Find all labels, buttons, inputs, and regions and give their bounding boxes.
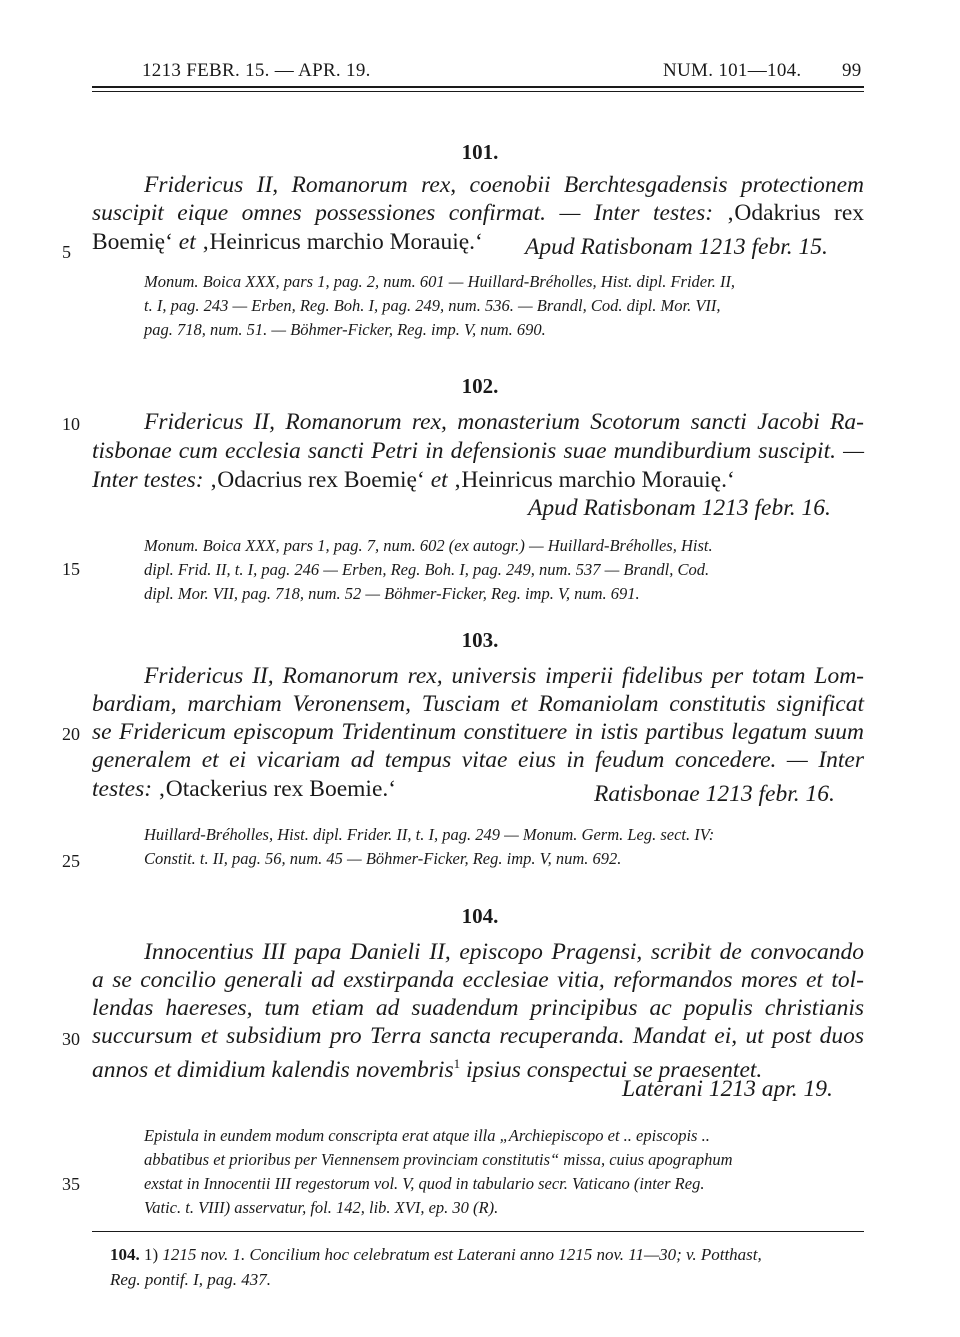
- footnote-text-cont: Reg. pontif. I, pag. 437.: [110, 1270, 272, 1289]
- regest-line: bardiam, marchiam Veronensem, Tusciam et Romaniolam constitutis significat: [92, 691, 864, 717]
- regest-line: Innocentius III papa Danieli II, episcopo Pragensi, scribit de convocando: [144, 939, 864, 965]
- margin-line-number: 30: [62, 1029, 80, 1049]
- running-head-numbers: NUM. 101—104.: [663, 60, 802, 81]
- entry-number: 102.: [461, 374, 499, 398]
- regest-line: generalem et ei vicariam ad tempus vitae eius in feudum concedere. — Inter: [92, 747, 864, 773]
- entry-date: Ratisbonae 1213 febr. 16.: [594, 781, 835, 807]
- regest-line: annos et dimidium kalendis novembris$^1$ ipsius conspectui se praesentet.: [92, 1056, 763, 1083]
- regest-line: Fridericus II, Romanorum rex, monasterium Scotorum sancti Jacobi Ra-: [144, 409, 864, 435]
- footnote-rule: [92, 1231, 864, 1232]
- entry-date: Apud Ratisbonam 1213 febr. 16.: [528, 495, 831, 521]
- regest-line: se Fridericum episcopum Tridentinum constituere in istis partibus legatum suum: [92, 719, 864, 745]
- margin-line-number: 35: [62, 1174, 80, 1194]
- footnote-mark: 1): [144, 1245, 159, 1264]
- running-head-dates: 1213 FEBR. 15. — APR. 19.: [142, 60, 371, 81]
- margin-line-number: 20: [62, 724, 80, 744]
- source-line: dipl. Frid. II, t. I, pag. 246 — Erben, Reg. Boh. I, pag. 249, num. 537 — Brandl, Cod.: [144, 560, 710, 579]
- footnote-entry-ref: 104.: [110, 1245, 140, 1264]
- entry-number: 103.: [461, 628, 499, 652]
- source-line: exstat in Innocentii III regestorum vol. V, quod in tabulario secr. Vaticano (inter Reg.: [144, 1174, 705, 1193]
- regest-line: Fridericus II, Romanorum rex, universis imperii fidelibus per totam Lom-: [144, 663, 864, 689]
- source-line: Monum. Boica XXX, pars 1, pag. 7, num. 602 (ex autogr.) — Huillard-Bréholles, Hist.: [144, 536, 713, 555]
- header-rule-top: [92, 86, 864, 88]
- entry-date: Laterani 1213 apr. 19.: [622, 1076, 833, 1102]
- entry-number: 101.: [461, 140, 499, 164]
- footnote-text: 1215 nov. 1. Concilium hoc celebratum est Laterani anno 1215 nov. 11—30; v. Potthast,: [162, 1245, 762, 1264]
- header-rule-bottom: [92, 91, 864, 92]
- margin-line-number: 25: [62, 851, 80, 871]
- source-line: Constit. t. II, pag. 56, num. 45 — Böhmer-Ficker, Reg. imp. V, num. 692.: [144, 849, 622, 868]
- footnote: [110, 1242, 864, 1267]
- margin-line-number: 5: [62, 242, 71, 262]
- source-line: t. I, pag. 243 — Erben, Reg. Boh. I, pag. 249, num. 536. — Brandl, Cod. dipl. Mor. VII,: [144, 296, 721, 315]
- source-line: Monum. Boica XXX, pars 1, pag. 2, num. 601 — Huillard-Bréholles, Hist. dipl. Frider. II,: [144, 272, 736, 291]
- source-line: Epistula in eundem modum conscripta erat atque illa „Archiepiscopo et .. episcopis ..: [144, 1126, 710, 1145]
- margin-line-number: 10: [62, 414, 80, 434]
- footnote-marker: 1: [453, 1056, 461, 1071]
- source-line: Huillard-Bréholles, Hist. dipl. Frider. II, t. I, pag. 249 — Monum. Germ. Leg. sect. IV:: [144, 825, 715, 844]
- margin-line-number: 15: [62, 559, 80, 579]
- regest-line: Fridericus II, Romanorum rex, coenobii Berchtesgadensis protectionem: [144, 172, 864, 198]
- regest-line: testes: ‚Otackerius rex Boemie.‘: [92, 776, 397, 802]
- source-line: pag. 718, num. 51. — Böhmer-Ficker, Reg. imp. V, num. 690.: [144, 320, 546, 339]
- regest-line: suscipit eique omnes possessiones confirmat. — Inter testes: ‚Odakrius rex: [92, 200, 865, 226]
- regest-line: succursum et subsidium pro Terra sancta recuperanda. Mandat ei, ut post duos: [92, 1023, 864, 1049]
- page-number: 99: [842, 60, 862, 81]
- entry-number: 104.: [461, 904, 499, 928]
- source-line: dipl. Mor. VII, pag. 718, num. 52 — Böhmer-Ficker, Reg. imp. V, num. 691.: [144, 584, 640, 603]
- regest-line: a se concilio generali ad exstirpanda ecclesiae vitia, reformandos mores et tol-: [92, 967, 864, 993]
- regest-line: tisbonae cum ecclesia sancti Petri in defensionis suae mundiburdium suscipit. —: [92, 438, 864, 464]
- source-line: Vatic. t. VIII) asservatur, fol. 142, lib. XVI, ep. 30 (R).: [144, 1198, 499, 1217]
- regest-line: lendas haereses, tum etiam ad suadendum principibus ac populis christianis: [92, 995, 864, 1021]
- regest-line: Inter testes: ‚Odacrius rex Boemię‘ et ‚Heinricus marchio Morauię.‘: [92, 467, 735, 493]
- regest-line: Boemię‘ et ‚Heinricus marchio Morauię.‘: [92, 229, 483, 255]
- entry-date: Apud Ratisbonam 1213 febr. 15.: [525, 234, 828, 260]
- source-line: abbatibus et prioribus per Viennensem provinciam constitutis“ missa, cuius apographum: [144, 1150, 733, 1169]
